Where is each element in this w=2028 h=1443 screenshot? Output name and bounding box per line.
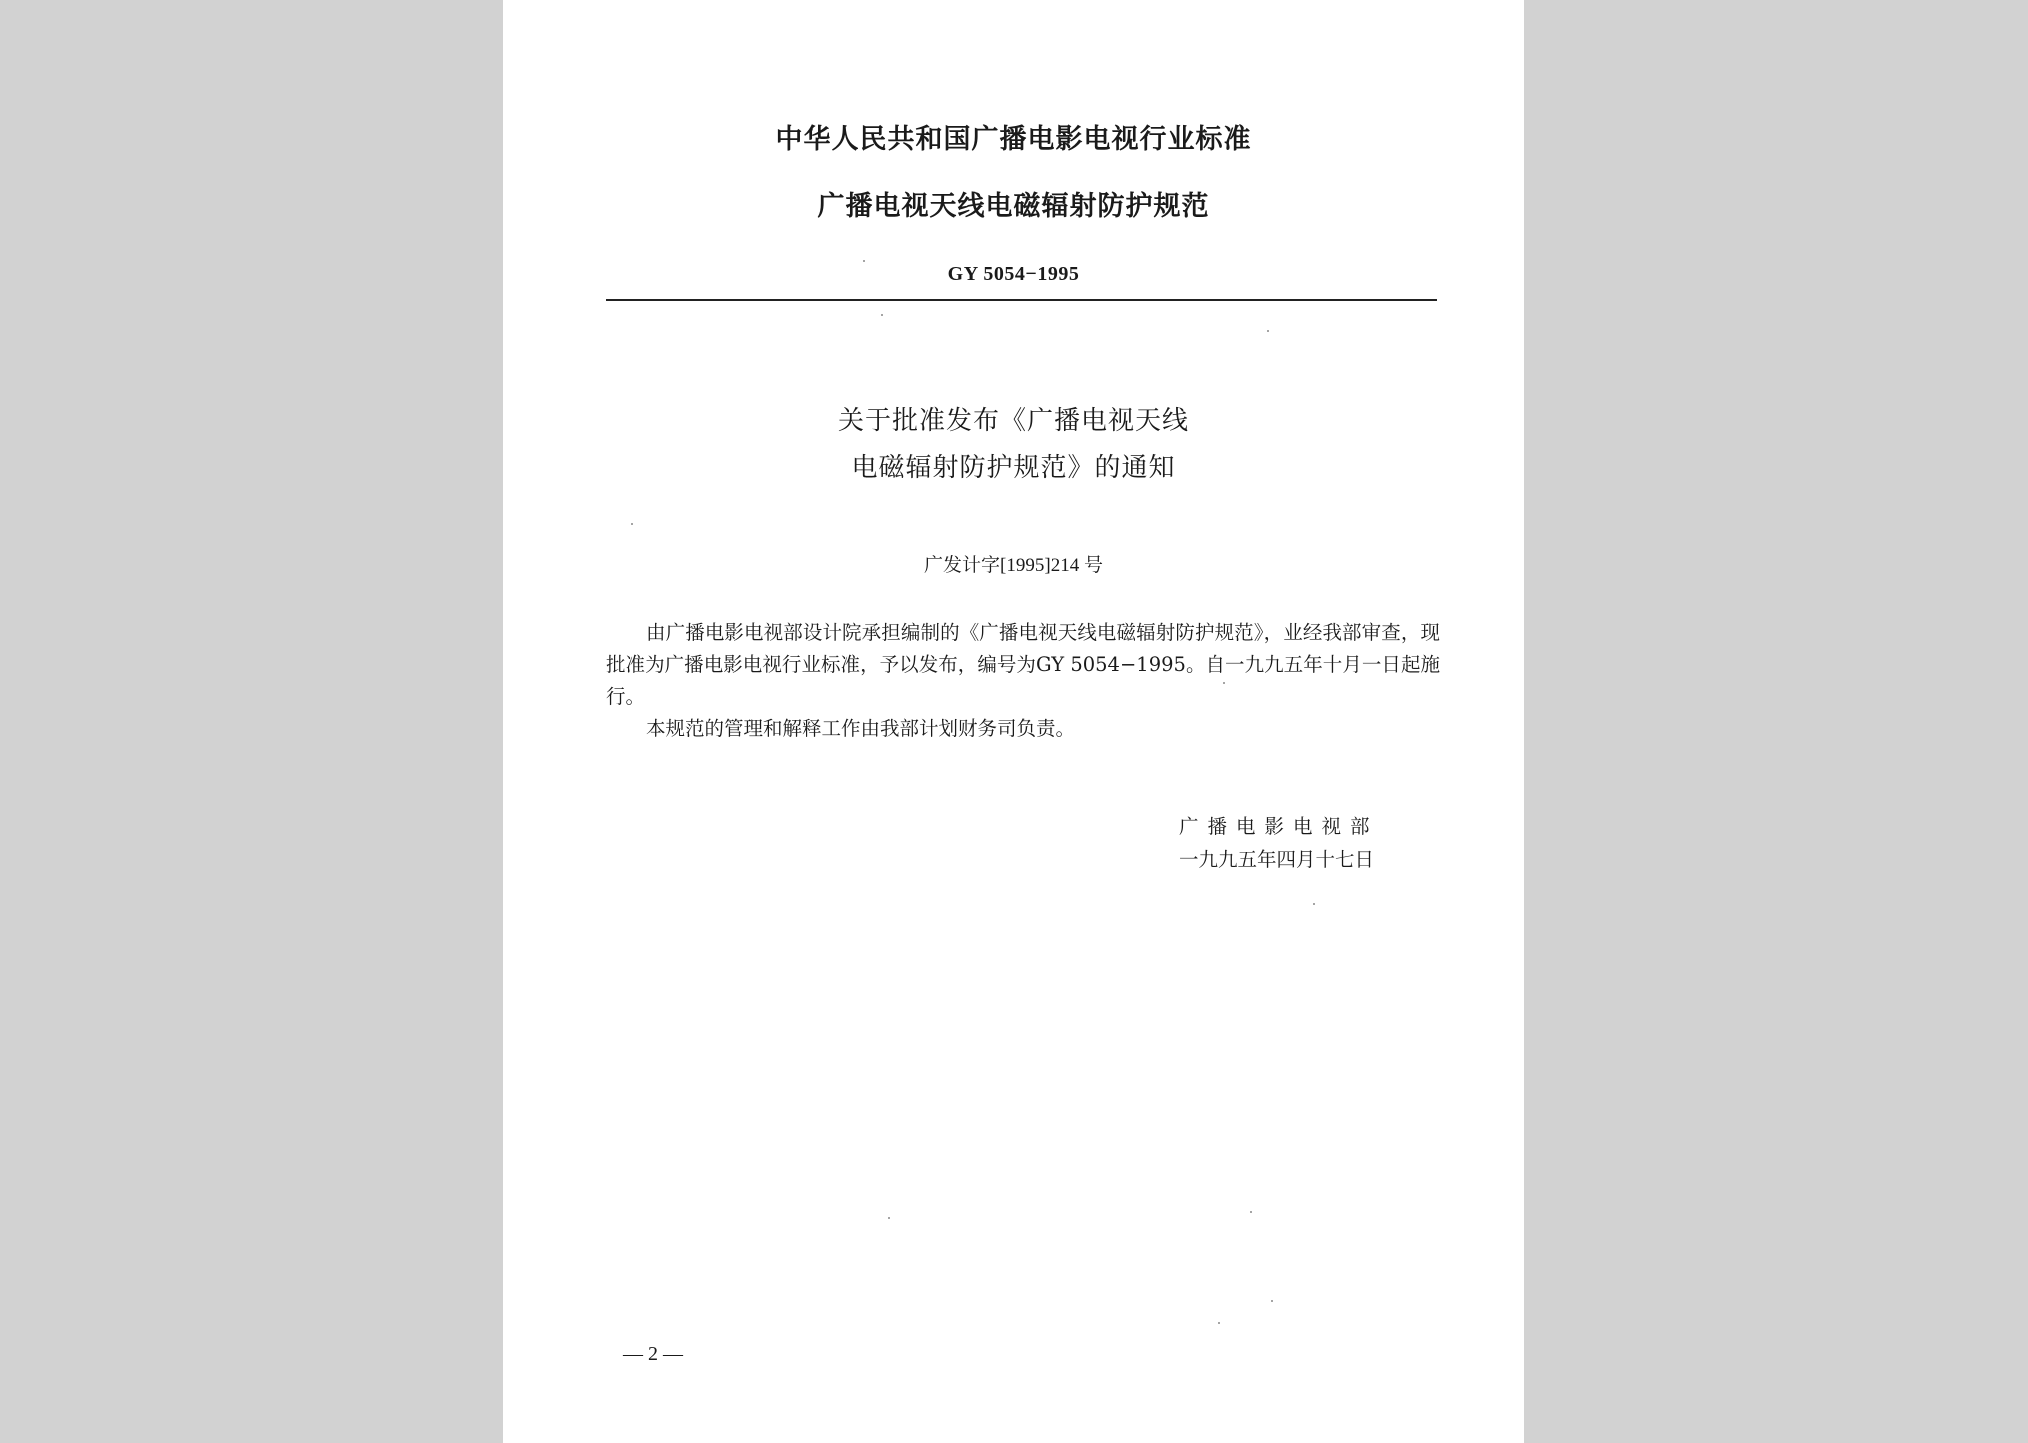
scan-speck [888,1217,890,1219]
scan-speck [1267,330,1269,332]
scan-speck [1250,1211,1252,1213]
scan-speck [631,523,633,525]
scan-speck [1218,1322,1220,1324]
document-page [503,0,1524,1443]
notice-title-line1: 关于批准发布《广播电视天线 [837,406,1189,436]
scan-speck [1271,1300,1273,1302]
signature-date: 一九九五年四月十七日 [1179,848,1375,871]
scan-speck [1313,903,1315,905]
scan-speck [863,260,865,262]
scan-speck [881,314,883,316]
body-paragraph: 由广播电影电视部设计院承担编制的《广播电视天线电磁辐射防护规范》，业经我部审查，现批准为广播电影电视行业标准，予以发布，编号为GY 5054−1995。自一九九五年十月一日起施行。 [606,621,1440,708]
standard-code: GY 5054−1995 [947,263,1080,285]
signature-organization: 广播电影电视部 [1179,815,1379,838]
notice-body [606,617,1440,745]
standard-header: 中华人民共和国广播电影电视行业标准 [775,124,1252,155]
notice-title-line2: 电磁辐射防护规范》的通知 [851,453,1176,483]
page-number: — 2 — [623,1343,683,1365]
document-number: 广发计字[1995]214 号 [924,555,1103,576]
header-divider [606,299,1437,301]
standard-title: 广播电视天线电磁辐射防护规范 [817,191,1210,222]
signature-block [1179,810,1379,876]
body-paragraph: 本规范的管理和解释工作由我部计划财务司负责。 [646,717,1076,740]
scan-speck [1223,682,1225,684]
